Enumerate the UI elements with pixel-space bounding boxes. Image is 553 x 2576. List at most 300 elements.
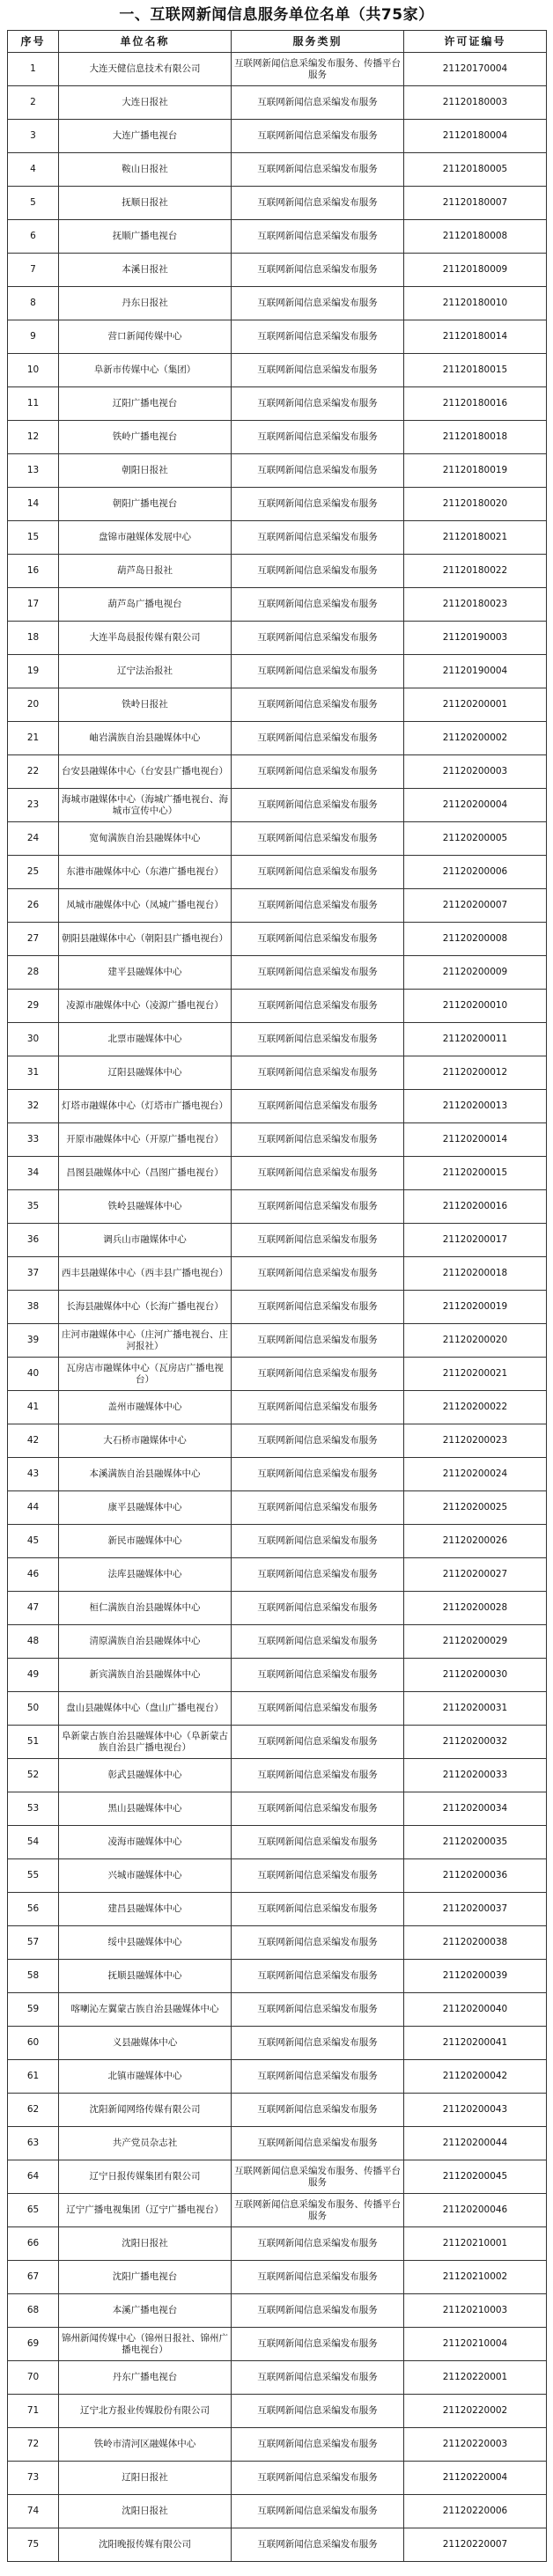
row-unit-name: 沈阳广播电视台 xyxy=(59,2261,232,2294)
row-license-number: 21120200008 xyxy=(404,923,547,956)
row-unit-name: 葫芦岛日报社 xyxy=(59,555,232,588)
row-unit-name: 黑山县融媒体中心 xyxy=(59,1792,232,1826)
table-row xyxy=(8,588,547,622)
row-service-type: 互联网新闻信息采编发布服务 xyxy=(232,856,404,889)
table-row xyxy=(8,1592,547,1625)
row-unit-name: 建平县融媒体中心 xyxy=(59,956,232,990)
row-service-type: 互联网新闻信息采编发布服务、传播平台服务 xyxy=(232,2194,404,2227)
row-license-number: 21120180014 xyxy=(404,320,547,354)
row-unit-name: 沈阳新闻网络传媒有限公司 xyxy=(59,2094,232,2127)
table-row xyxy=(8,1792,547,1826)
row-index: 12 xyxy=(8,421,59,454)
row-license-number: 21120220004 xyxy=(404,2462,547,2495)
row-service-type: 互联网新闻信息采编发布服务 xyxy=(232,1224,404,1257)
row-service-type: 互联网新闻信息采编发布服务 xyxy=(232,1190,404,1224)
row-index: 64 xyxy=(8,2160,59,2194)
table-row xyxy=(8,1123,547,1157)
row-index: 45 xyxy=(8,1525,59,1558)
row-license-number: 21120180015 xyxy=(404,354,547,387)
row-service-type: 互联网新闻信息采编发布服务 xyxy=(232,1324,404,1358)
row-service-type: 互联网新闻信息采编发布服务 xyxy=(232,220,404,254)
row-service-type: 互联网新闻信息采编发布服务 xyxy=(232,387,404,421)
row-service-type: 互联网新闻信息采编发布服务 xyxy=(232,990,404,1023)
row-unit-name: 大连天健信息技术有限公司 xyxy=(59,53,232,86)
row-unit-name: 灯塔市融媒体中心（灯塔市广播电视台） xyxy=(59,1090,232,1123)
row-license-number: 21120200030 xyxy=(404,1659,547,1692)
row-license-number: 21120200019 xyxy=(404,1291,547,1324)
table-row xyxy=(8,1090,547,1123)
row-service-type: 互联网新闻信息采编发布服务、传播平台服务 xyxy=(232,2160,404,2194)
row-license-number: 21120200040 xyxy=(404,1993,547,2027)
table-row xyxy=(8,1726,547,1759)
row-unit-name: 朝阳县融媒体中心（朝阳县广播电视台） xyxy=(59,923,232,956)
row-index: 71 xyxy=(8,2395,59,2428)
row-service-type: 互联网新闻信息采编发布服务 xyxy=(232,320,404,354)
row-service-type: 互联网新闻信息采编发布服务 xyxy=(232,1826,404,1859)
table-row xyxy=(8,254,547,287)
row-service-type: 互联网新闻信息采编发布服务、传播平台服务 xyxy=(232,53,404,86)
table-row xyxy=(8,1324,547,1358)
table-row xyxy=(8,722,547,755)
row-license-number: 21120220002 xyxy=(404,2395,547,2428)
table-row xyxy=(8,1859,547,1893)
row-unit-name: 北镇市融媒体中心 xyxy=(59,2060,232,2094)
row-license-number: 21120200004 xyxy=(404,789,547,822)
table-row xyxy=(8,2328,547,2361)
row-index: 17 xyxy=(8,588,59,622)
row-index: 19 xyxy=(8,655,59,688)
row-license-number: 21120180020 xyxy=(404,488,547,521)
row-index: 73 xyxy=(8,2462,59,2495)
row-license-number: 21120200013 xyxy=(404,1090,547,1123)
table-row xyxy=(8,2227,547,2261)
row-service-type: 互联网新闻信息采编发布服务 xyxy=(232,822,404,856)
table-row xyxy=(8,187,547,220)
row-unit-name: 瓦房店市融媒体中心（瓦房店广播电视台） xyxy=(59,1358,232,1391)
row-license-number: 21120200012 xyxy=(404,1056,547,1090)
row-license-number: 21120200045 xyxy=(404,2160,547,2194)
row-unit-name: 彰武县融媒体中心 xyxy=(59,1759,232,1792)
row-unit-name: 朝阳日报社 xyxy=(59,454,232,488)
row-license-number: 21120200005 xyxy=(404,822,547,856)
table-row xyxy=(8,2462,547,2495)
row-index: 61 xyxy=(8,2060,59,2094)
row-service-type: 互联网新闻信息采编发布服务 xyxy=(232,1792,404,1826)
row-index: 6 xyxy=(8,220,59,254)
row-license-number: 21120200006 xyxy=(404,856,547,889)
table-row xyxy=(8,1358,547,1391)
row-license-number: 21120200038 xyxy=(404,1926,547,1960)
table-row xyxy=(8,421,547,454)
row-index: 48 xyxy=(8,1625,59,1659)
row-service-type: 互联网新闻信息采编发布服务 xyxy=(232,1090,404,1123)
header-service-type: 服务类别 xyxy=(232,31,404,53)
table-row xyxy=(8,990,547,1023)
row-unit-name: 喀喇沁左翼蒙古族自治县融媒体中心 xyxy=(59,1993,232,2027)
table-row xyxy=(8,2428,547,2462)
row-index: 72 xyxy=(8,2428,59,2462)
row-index: 35 xyxy=(8,1190,59,1224)
table-row xyxy=(8,1224,547,1257)
row-index: 50 xyxy=(8,1692,59,1726)
row-unit-name: 兴城市融媒体中心 xyxy=(59,1859,232,1893)
table-row xyxy=(8,1692,547,1726)
row-service-type: 互联网新闻信息采编发布服务 xyxy=(232,1893,404,1926)
table-row xyxy=(8,2361,547,2395)
row-unit-name: 法库县融媒体中心 xyxy=(59,1558,232,1592)
row-service-type: 互联网新闻信息采编发布服务 xyxy=(232,521,404,555)
row-service-type: 互联网新闻信息采编发布服务 xyxy=(232,1993,404,2027)
row-service-type: 互联网新闻信息采编发布服务 xyxy=(232,889,404,923)
row-service-type: 互联网新闻信息采编发布服务 xyxy=(232,956,404,990)
row-unit-name: 辽宁广播电视集团（辽宁广播电视台） xyxy=(59,2194,232,2227)
row-unit-name: 盘锦市融媒体发展中心 xyxy=(59,521,232,555)
row-service-type: 互联网新闻信息采编发布服务 xyxy=(232,2294,404,2328)
row-unit-name: 营口新闻传媒中心 xyxy=(59,320,232,354)
row-unit-name: 盖州市融媒体中心 xyxy=(59,1391,232,1424)
row-unit-name: 海城市融媒体中心（海城广播电视台、海城市宣传中心） xyxy=(59,789,232,822)
row-index: 65 xyxy=(8,2194,59,2227)
table-row xyxy=(8,1056,547,1090)
row-index: 36 xyxy=(8,1224,59,1257)
row-index: 15 xyxy=(8,521,59,555)
table-row xyxy=(8,1391,547,1424)
table-row xyxy=(8,1659,547,1692)
table-row xyxy=(8,688,547,722)
row-unit-name: 义县融媒体中心 xyxy=(59,2027,232,2060)
row-index: 42 xyxy=(8,1424,59,1458)
row-license-number: 21120180010 xyxy=(404,287,547,320)
row-service-type: 互联网新闻信息采编发布服务 xyxy=(232,655,404,688)
row-license-number: 21120220001 xyxy=(404,2361,547,2395)
row-unit-name: 朝阳广播电视台 xyxy=(59,488,232,521)
row-license-number: 21120210002 xyxy=(404,2261,547,2294)
row-service-type: 互联网新闻信息采编发布服务 xyxy=(232,2027,404,2060)
row-unit-name: 开原市融媒体中心（开原广播电视台） xyxy=(59,1123,232,1157)
row-index: 63 xyxy=(8,2127,59,2160)
row-license-number: 21120200027 xyxy=(404,1558,547,1592)
row-index: 26 xyxy=(8,889,59,923)
table-row xyxy=(8,1926,547,1960)
row-index: 49 xyxy=(8,1659,59,1692)
row-license-number: 21120180016 xyxy=(404,387,547,421)
row-unit-name: 凌海市融媒体中心 xyxy=(59,1826,232,1859)
row-unit-name: 本溪满族自治县融媒体中心 xyxy=(59,1458,232,1491)
table-row xyxy=(8,2160,547,2194)
row-service-type: 互联网新闻信息采编发布服务 xyxy=(232,555,404,588)
row-license-number: 21120220007 xyxy=(404,2528,547,2562)
row-unit-name: 抚顺县融媒体中心 xyxy=(59,1960,232,1993)
row-unit-name: 辽阳县融媒体中心 xyxy=(59,1056,232,1090)
row-unit-name: 大石桥市融媒体中心 xyxy=(59,1424,232,1458)
row-service-type: 互联网新闻信息采编发布服务 xyxy=(232,2361,404,2395)
row-index: 3 xyxy=(8,120,59,153)
table-header-row xyxy=(8,31,547,53)
header-unit-name: 单位名称 xyxy=(59,31,232,53)
row-service-type: 互联网新闻信息采编发布服务 xyxy=(232,488,404,521)
row-service-type: 互联网新闻信息采编发布服务 xyxy=(232,187,404,220)
row-unit-name: 大连日报社 xyxy=(59,86,232,120)
table-row xyxy=(8,2060,547,2094)
row-unit-name: 阜新蒙古族自治县融媒体中心（阜新蒙古族自治县广播电视台） xyxy=(59,1726,232,1759)
row-license-number: 21120200043 xyxy=(404,2094,547,2127)
table-row xyxy=(8,454,547,488)
row-index: 11 xyxy=(8,387,59,421)
row-index: 27 xyxy=(8,923,59,956)
row-service-type: 互联网新闻信息采编发布服务 xyxy=(232,1558,404,1592)
row-license-number: 21120200036 xyxy=(404,1859,547,1893)
table-row xyxy=(8,287,547,320)
row-service-type: 互联网新闻信息采编发布服务 xyxy=(232,2395,404,2428)
table-row xyxy=(8,488,547,521)
row-index: 1 xyxy=(8,53,59,86)
row-index: 24 xyxy=(8,822,59,856)
row-license-number: 21120200031 xyxy=(404,1692,547,1726)
row-unit-name: 沈阳日报社 xyxy=(59,2227,232,2261)
row-license-number: 21120200014 xyxy=(404,1123,547,1157)
row-license-number: 21120180009 xyxy=(404,254,547,287)
row-index: 23 xyxy=(8,789,59,822)
row-service-type: 互联网新闻信息采编发布服务 xyxy=(232,153,404,187)
row-license-number: 21120200022 xyxy=(404,1391,547,1424)
row-license-number: 21120210001 xyxy=(404,2227,547,2261)
row-license-number: 21120210003 xyxy=(404,2294,547,2328)
row-license-number: 21120200042 xyxy=(404,2060,547,2094)
row-license-number: 21120200032 xyxy=(404,1726,547,1759)
row-index: 4 xyxy=(8,153,59,187)
row-license-number: 21120210004 xyxy=(404,2328,547,2361)
row-license-number: 21120180022 xyxy=(404,555,547,588)
row-license-number: 21120200009 xyxy=(404,956,547,990)
row-license-number: 21120190003 xyxy=(404,622,547,655)
row-unit-name: 共产党员杂志社 xyxy=(59,2127,232,2160)
row-unit-name: 东港市融媒体中心（东港广播电视台） xyxy=(59,856,232,889)
table-row xyxy=(8,1291,547,1324)
row-service-type: 互联网新闻信息采编发布服务 xyxy=(232,1625,404,1659)
row-unit-name: 新民市融媒体中心 xyxy=(59,1525,232,1558)
row-unit-name: 凤城市融媒体中心（凤城广播电视台） xyxy=(59,889,232,923)
row-license-number: 21120180008 xyxy=(404,220,547,254)
table-row xyxy=(8,1558,547,1592)
row-unit-name: 台安县融媒体中心（台安县广播电视台） xyxy=(59,755,232,789)
row-index: 29 xyxy=(8,990,59,1023)
row-license-number: 21120200028 xyxy=(404,1592,547,1625)
table-row xyxy=(8,2127,547,2160)
row-index: 51 xyxy=(8,1726,59,1759)
row-service-type: 互联网新闻信息采编发布服务 xyxy=(232,1257,404,1291)
row-unit-name: 铁岭市清河区融媒体中心 xyxy=(59,2428,232,2462)
row-service-type: 互联网新闻信息采编发布服务 xyxy=(232,1759,404,1792)
row-service-type: 互联网新闻信息采编发布服务 xyxy=(232,287,404,320)
table-row xyxy=(8,789,547,822)
row-service-type: 互联网新闻信息采编发布服务 xyxy=(232,755,404,789)
row-unit-name: 铁岭日报社 xyxy=(59,688,232,722)
row-unit-name: 辽宁日报传媒集团有限公司 xyxy=(59,2160,232,2194)
row-license-number: 21120180004 xyxy=(404,120,547,153)
table-row xyxy=(8,2294,547,2328)
table-row xyxy=(8,1826,547,1859)
row-unit-name: 葫芦岛广播电视台 xyxy=(59,588,232,622)
row-license-number: 21120200007 xyxy=(404,889,547,923)
table-row xyxy=(8,2194,547,2227)
row-license-number: 21120190004 xyxy=(404,655,547,688)
table-row xyxy=(8,2261,547,2294)
table-row xyxy=(8,555,547,588)
row-unit-name: 庄河市融媒体中心（庄河广播电视台、庄河报社） xyxy=(59,1324,232,1358)
row-index: 28 xyxy=(8,956,59,990)
row-license-number: 21120180019 xyxy=(404,454,547,488)
table-row xyxy=(8,923,547,956)
row-index: 56 xyxy=(8,1893,59,1926)
row-service-type: 互联网新闻信息采编发布服务 xyxy=(232,1291,404,1324)
row-service-type: 互联网新闻信息采编发布服务 xyxy=(232,923,404,956)
row-index: 67 xyxy=(8,2261,59,2294)
row-license-number: 21120180003 xyxy=(404,86,547,120)
row-index: 7 xyxy=(8,254,59,287)
row-license-number: 21120200041 xyxy=(404,2027,547,2060)
row-license-number: 21120200001 xyxy=(404,688,547,722)
row-index: 20 xyxy=(8,688,59,722)
row-license-number: 21120200035 xyxy=(404,1826,547,1859)
row-service-type: 互联网新闻信息采编发布服务 xyxy=(232,688,404,722)
row-service-type: 互联网新闻信息采编发布服务 xyxy=(232,1023,404,1056)
row-unit-name: 北票市融媒体中心 xyxy=(59,1023,232,1056)
row-license-number: 21120200003 xyxy=(404,755,547,789)
row-index: 18 xyxy=(8,622,59,655)
row-license-number: 21120180005 xyxy=(404,153,547,187)
table-row xyxy=(8,1625,547,1659)
row-index: 55 xyxy=(8,1859,59,1893)
table-row xyxy=(8,1190,547,1224)
table-row xyxy=(8,856,547,889)
table-row xyxy=(8,1458,547,1491)
row-index: 13 xyxy=(8,454,59,488)
row-license-number: 21120200010 xyxy=(404,990,547,1023)
row-index: 52 xyxy=(8,1759,59,1792)
header-index: 序号 xyxy=(8,31,59,53)
row-service-type: 互联网新闻信息采编发布服务 xyxy=(232,354,404,387)
row-service-type: 互联网新闻信息采编发布服务 xyxy=(232,2060,404,2094)
row-service-type: 互联网新闻信息采编发布服务 xyxy=(232,2528,404,2562)
table-row xyxy=(8,1424,547,1458)
row-license-number: 21120200039 xyxy=(404,1960,547,1993)
row-service-type: 互联网新闻信息采编发布服务 xyxy=(232,1157,404,1190)
row-index: 8 xyxy=(8,287,59,320)
row-unit-name: 丹东日报社 xyxy=(59,287,232,320)
row-unit-name: 鞍山日报社 xyxy=(59,153,232,187)
row-license-number: 21120200015 xyxy=(404,1157,547,1190)
row-service-type: 互联网新闻信息采编发布服务 xyxy=(232,254,404,287)
row-index: 53 xyxy=(8,1792,59,1826)
row-service-type: 互联网新闻信息采编发布服务 xyxy=(232,1859,404,1893)
row-index: 46 xyxy=(8,1558,59,1592)
header-license-number: 许可证编号 xyxy=(404,31,547,53)
row-unit-name: 长海县融媒体中心（长海广播电视台） xyxy=(59,1291,232,1324)
row-license-number: 21120200044 xyxy=(404,2127,547,2160)
row-service-type: 互联网新闻信息采编发布服务 xyxy=(232,722,404,755)
row-service-type: 互联网新闻信息采编发布服务 xyxy=(232,1391,404,1424)
row-unit-name: 新宾满族自治县融媒体中心 xyxy=(59,1659,232,1692)
row-index: 47 xyxy=(8,1592,59,1625)
row-index: 16 xyxy=(8,555,59,588)
row-service-type: 互联网新闻信息采编发布服务 xyxy=(232,1659,404,1692)
row-unit-name: 抚顺广播电视台 xyxy=(59,220,232,254)
row-license-number: 21120200026 xyxy=(404,1525,547,1558)
row-license-number: 21120200024 xyxy=(404,1458,547,1491)
row-service-type: 互联网新闻信息采编发布服务 xyxy=(232,2127,404,2160)
row-service-type: 互联网新闻信息采编发布服务 xyxy=(232,454,404,488)
row-index: 60 xyxy=(8,2027,59,2060)
table-row xyxy=(8,1759,547,1792)
row-unit-name: 西丰县融媒体中心（西丰县广播电视台） xyxy=(59,1257,232,1291)
row-unit-name: 绥中县融媒体中心 xyxy=(59,1926,232,1960)
row-unit-name: 沈阳晚报传媒有限公司 xyxy=(59,2528,232,2562)
row-license-number: 21120170004 xyxy=(404,53,547,86)
table-row xyxy=(8,2528,547,2562)
row-service-type: 互联网新闻信息采编发布服务 xyxy=(232,86,404,120)
table-row xyxy=(8,1157,547,1190)
row-index: 58 xyxy=(8,1960,59,1993)
table-row xyxy=(8,2395,547,2428)
row-index: 44 xyxy=(8,1491,59,1525)
row-license-number: 21120200023 xyxy=(404,1424,547,1458)
table-row xyxy=(8,86,547,120)
row-index: 34 xyxy=(8,1157,59,1190)
row-service-type: 互联网新闻信息采编发布服务 xyxy=(232,1726,404,1759)
row-unit-name: 辽宁北方报业传媒股份有限公司 xyxy=(59,2395,232,2428)
row-license-number: 21120200034 xyxy=(404,1792,547,1826)
table-row xyxy=(8,2094,547,2127)
row-license-number: 21120200021 xyxy=(404,1358,547,1391)
row-license-number: 21120180021 xyxy=(404,521,547,555)
row-index: 57 xyxy=(8,1926,59,1960)
table-row xyxy=(8,153,547,187)
row-unit-name: 本溪广播电视台 xyxy=(59,2294,232,2328)
row-service-type: 互联网新闻信息采编发布服务 xyxy=(232,622,404,655)
table-row xyxy=(8,1491,547,1525)
row-service-type: 互联网新闻信息采编发布服务 xyxy=(232,588,404,622)
row-unit-name: 丹东广播电视台 xyxy=(59,2361,232,2395)
row-index: 66 xyxy=(8,2227,59,2261)
table-row xyxy=(8,1993,547,2027)
row-index: 25 xyxy=(8,856,59,889)
row-unit-name: 本溪日报社 xyxy=(59,254,232,287)
row-index: 33 xyxy=(8,1123,59,1157)
row-index: 5 xyxy=(8,187,59,220)
row-unit-name: 岫岩满族自治县融媒体中心 xyxy=(59,722,232,755)
table-row xyxy=(8,220,547,254)
table-row xyxy=(8,2027,547,2060)
row-service-type: 互联网新闻信息采编发布服务 xyxy=(232,1358,404,1391)
row-service-type: 互联网新闻信息采编发布服务 xyxy=(232,1926,404,1960)
row-index: 43 xyxy=(8,1458,59,1491)
row-service-type: 互联网新闻信息采编发布服务 xyxy=(232,1424,404,1458)
table-row xyxy=(8,622,547,655)
table-row xyxy=(8,822,547,856)
service-unit-table xyxy=(7,30,547,2562)
row-license-number: 21120180023 xyxy=(404,588,547,622)
row-index: 2 xyxy=(8,86,59,120)
row-unit-name: 桓仁满族自治县融媒体中心 xyxy=(59,1592,232,1625)
row-unit-name: 康平县融媒体中心 xyxy=(59,1491,232,1525)
row-license-number: 21120220003 xyxy=(404,2428,547,2462)
row-unit-name: 清原满族自治县融媒体中心 xyxy=(59,1625,232,1659)
row-service-type: 互联网新闻信息采编发布服务 xyxy=(232,1491,404,1525)
table-row xyxy=(8,655,547,688)
table-row xyxy=(8,53,547,86)
row-unit-name: 铁岭县融媒体中心 xyxy=(59,1190,232,1224)
row-unit-name: 阜新市传媒中心（集团） xyxy=(59,354,232,387)
